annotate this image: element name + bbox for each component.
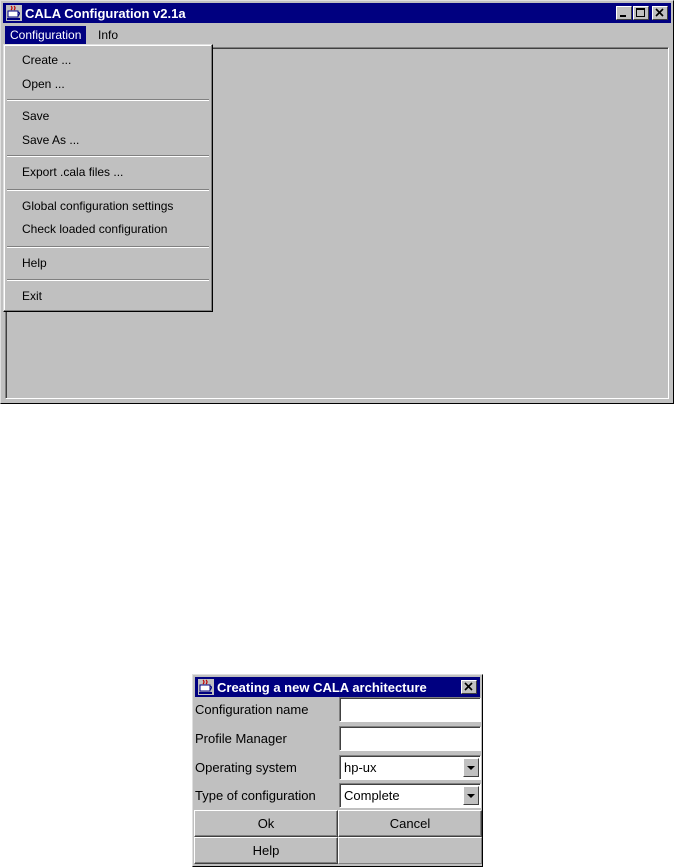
maximize-button[interactable] <box>633 6 649 20</box>
main-titlebar[interactable] <box>3 3 671 23</box>
menu-separator <box>7 99 209 101</box>
menu-item-save-as[interactable]: Save As ... <box>22 133 80 147</box>
java-cup-icon <box>198 679 214 695</box>
menu-item-create[interactable]: Create ... <box>22 53 72 67</box>
chevron-down-icon <box>467 766 475 770</box>
configuration-name-field[interactable] <box>339 697 481 722</box>
profile-manager-field[interactable] <box>339 726 481 751</box>
configuration-name-label: Configuration name <box>195 702 309 717</box>
cancel-button[interactable]: Cancel <box>338 810 482 837</box>
operating-system-dropdown-button[interactable] <box>463 758 479 777</box>
operating-system-select[interactable] <box>339 755 481 780</box>
maximize-icon <box>634 7 648 19</box>
new-architecture-dialog <box>192 674 483 867</box>
type-of-configuration-dropdown-button[interactable] <box>463 786 479 805</box>
java-cup-icon <box>6 5 22 21</box>
menu-separator <box>7 246 209 248</box>
menu-item-help[interactable]: Help <box>22 256 47 270</box>
chevron-down-icon <box>467 794 475 798</box>
window-title: CALA Configuration v2.1a <box>25 6 186 21</box>
menu-separator <box>7 279 209 281</box>
dialog-close-button[interactable] <box>461 680 477 694</box>
operating-system-value: hp-ux <box>344 760 377 775</box>
configuration-menu-dropdown <box>3 44 213 312</box>
menu-item-open[interactable]: Open ... <box>22 77 65 91</box>
menu-separator <box>7 189 209 191</box>
operating-system-label: Operating system <box>195 760 297 775</box>
menu-item-export[interactable]: Export .cala files ... <box>22 165 124 179</box>
menu-item-exit[interactable]: Exit <box>22 289 43 303</box>
menu-separator <box>7 155 209 157</box>
menu-item-global-settings[interactable]: Global configuration settings <box>22 199 174 213</box>
type-of-configuration-label: Type of configuration <box>195 788 316 803</box>
menu-info[interactable]: Info <box>98 28 119 42</box>
menubar <box>3 25 671 45</box>
menu-item-check-loaded[interactable]: Check loaded configuration <box>22 222 168 236</box>
minimize-icon <box>617 7 631 19</box>
type-of-configuration-select[interactable] <box>339 783 481 808</box>
help-button[interactable]: Help <box>194 837 338 864</box>
dialog-title: Creating a new CALA architecture <box>217 680 427 695</box>
profile-manager-label: Profile Manager <box>195 731 287 746</box>
close-button[interactable] <box>652 6 668 20</box>
close-icon <box>653 7 667 19</box>
dialog-titlebar[interactable] <box>195 677 480 697</box>
ok-button[interactable]: Ok <box>194 810 338 837</box>
type-of-configuration-value: Complete <box>344 788 400 803</box>
minimize-button[interactable] <box>616 6 632 20</box>
empty-button-cell <box>338 837 482 864</box>
menu-configuration[interactable]: Configuration <box>5 26 86 44</box>
menu-item-save[interactable]: Save <box>22 109 50 123</box>
close-icon <box>462 681 476 693</box>
